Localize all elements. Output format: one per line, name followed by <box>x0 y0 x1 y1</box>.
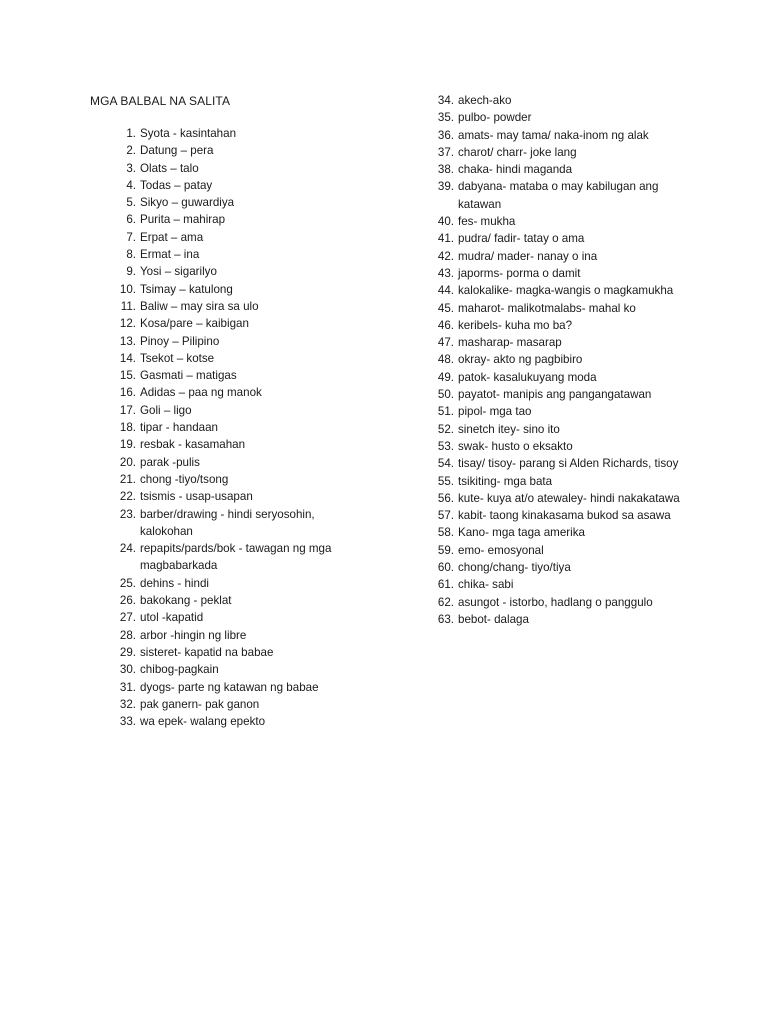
item-number: 23. <box>119 507 136 521</box>
list-item <box>418 127 688 144</box>
list-item <box>418 92 688 109</box>
list-item <box>100 679 370 696</box>
list-item <box>418 317 688 334</box>
item-number: 40. <box>437 215 454 229</box>
item-text: parak -pulis <box>140 455 200 469</box>
item-number: 5. <box>126 196 136 210</box>
slang-list-left <box>100 125 370 730</box>
list-item <box>418 594 688 611</box>
item-text: utol -kapatid <box>140 611 204 625</box>
item-number: 28. <box>119 628 136 642</box>
item-number: 38. <box>437 163 454 177</box>
item-text: Sikyo – guwardiya <box>140 196 235 210</box>
item-text: pipol- mga tao <box>458 405 532 419</box>
item-number: 35. <box>437 111 454 125</box>
item-text: swak- husto o eksakto <box>458 439 573 453</box>
item-text: pulbo- powder <box>458 111 532 125</box>
list-item <box>418 213 688 230</box>
item-number: 34. <box>437 94 454 107</box>
list-item <box>100 229 370 246</box>
item-number: 61. <box>437 578 454 592</box>
item-text: tipar - handaan <box>140 421 218 435</box>
item-number: 46. <box>437 318 454 332</box>
list-item <box>418 282 688 299</box>
list-item <box>100 540 370 575</box>
item-text: Pinoy – Pilipino <box>140 334 220 348</box>
list-item <box>418 109 688 126</box>
item-text: arbor -hingin ng libre <box>140 628 247 642</box>
list-item <box>418 490 688 507</box>
list-item <box>100 454 370 471</box>
item-number: 41. <box>437 232 454 246</box>
item-number: 22. <box>119 490 136 504</box>
item-text: chibog-pagkain <box>140 663 219 677</box>
item-text: patok- kasalukuyang moda <box>458 370 597 384</box>
list-item <box>418 334 688 351</box>
item-text: fes- mukha <box>458 215 516 229</box>
item-text: Yosi – sigarilyo <box>140 265 217 279</box>
item-text: payatot- manipis ang pangangatawan <box>458 388 652 402</box>
list-item <box>100 609 370 626</box>
list-item <box>100 627 370 644</box>
item-text: dyogs- parte ng katawan ng babae <box>140 680 319 694</box>
item-number: 8. <box>126 248 136 262</box>
item-text: pudra/ fadir- tatay o ama <box>458 232 585 246</box>
list-item <box>418 455 688 472</box>
item-number: 15. <box>119 369 136 383</box>
item-number: 53. <box>437 439 454 453</box>
item-text: Syota - kasintahan <box>140 127 237 140</box>
item-text: Kano- mga taga amerika <box>458 526 585 540</box>
item-text: Erpat – ama <box>140 230 204 244</box>
item-text: dabyana- mataba o may kabilugan ang katawan <box>458 180 662 211</box>
item-number: 18. <box>119 421 136 435</box>
item-text: dehins - hindi <box>140 576 209 590</box>
item-number: 48. <box>437 353 454 367</box>
list-item <box>100 488 370 505</box>
item-text: kalokalike- magka-wangis o magkamukha <box>458 284 674 298</box>
item-number: 49. <box>437 370 454 384</box>
item-number: 42. <box>437 249 454 263</box>
list-item <box>418 300 688 317</box>
list-item <box>418 611 688 628</box>
item-text: wa epek- walang epekto <box>140 715 266 729</box>
item-number: 20. <box>119 455 136 469</box>
item-number: 63. <box>437 612 454 626</box>
item-text: resbak - kasamahan <box>140 438 246 452</box>
item-text: chong -tiyo/tsong <box>140 472 229 486</box>
item-number: 19. <box>119 438 136 452</box>
list-item <box>418 524 688 541</box>
list-item <box>100 298 370 315</box>
list-item <box>100 592 370 609</box>
list-item <box>100 160 370 177</box>
item-number: 44. <box>437 284 454 298</box>
item-number: 58. <box>437 526 454 540</box>
list-item <box>100 194 370 211</box>
slang-list-right <box>418 92 688 628</box>
item-number: 50. <box>437 388 454 402</box>
item-text: sinetch itey- sino ito <box>458 422 560 436</box>
item-number: 39. <box>437 180 454 194</box>
item-text: Gasmati – matigas <box>140 369 237 383</box>
item-number: 2. <box>126 144 136 158</box>
item-text: maharot- malikotmalabs- mahal ko <box>458 301 636 315</box>
list-item <box>100 142 370 159</box>
item-number: 47. <box>437 336 454 350</box>
item-number: 43. <box>437 266 454 280</box>
item-number: 29. <box>119 645 136 659</box>
item-text: tsikiting- mga bata <box>458 474 553 488</box>
list-item <box>100 246 370 263</box>
item-text: tisay/ tisoy- parang si Alden Richards, tisoy <box>458 457 679 471</box>
item-number: 37. <box>437 145 454 159</box>
item-number: 55. <box>437 474 454 488</box>
list-item <box>100 696 370 713</box>
item-text: bakokang - peklat <box>140 594 232 608</box>
item-number: 62. <box>437 595 454 609</box>
item-text: Datung – pera <box>140 144 214 158</box>
list-item <box>418 386 688 403</box>
item-text: Kosa/pare – kaibigan <box>140 317 249 331</box>
item-number: 26. <box>119 594 136 608</box>
item-number: 30. <box>119 663 136 677</box>
list-item <box>100 419 370 436</box>
list-item <box>418 438 688 455</box>
list-item <box>418 559 688 576</box>
list-item <box>100 713 370 730</box>
item-text: tsismis - usap-usapan <box>140 490 253 504</box>
item-text: Baliw – may sira sa ulo <box>140 299 259 313</box>
item-number: 16. <box>119 386 136 400</box>
list-item <box>418 161 688 178</box>
item-text: amats- may tama/ naka-inom ng alak <box>458 128 649 142</box>
item-text: kabit- taong kinakasama bukod sa asawa <box>458 509 671 523</box>
item-number: 10. <box>119 282 136 296</box>
item-text: bebot- dalaga <box>458 612 529 626</box>
item-number: 31. <box>119 680 136 694</box>
list-item <box>418 369 688 386</box>
list-item <box>418 265 688 282</box>
item-number: 27. <box>119 611 136 625</box>
item-text: mudra/ mader- nanay o ina <box>458 249 598 263</box>
item-text: Tsimay – katulong <box>140 282 233 296</box>
item-number: 33. <box>119 715 136 729</box>
list-item <box>100 436 370 453</box>
list-item <box>100 661 370 678</box>
item-text: Goli – ligo <box>140 403 192 417</box>
list-item <box>418 542 688 559</box>
item-text: masharap- masarap <box>458 336 562 350</box>
list-item <box>100 575 370 592</box>
item-text: akech-ako <box>458 94 512 107</box>
list-item <box>100 644 370 661</box>
item-number: 57. <box>437 509 454 523</box>
item-number: 51. <box>437 405 454 419</box>
item-text: Todas – patay <box>140 178 213 192</box>
list-item <box>100 263 370 280</box>
item-text: repapits/pards/bok - tawagan ng mga magbabarkada <box>140 542 335 573</box>
item-text: Tsekot – kotse <box>140 351 215 365</box>
item-text: sisteret- kapatid na babae <box>140 645 274 659</box>
item-text: Ermat – ina <box>140 248 200 262</box>
list-item <box>100 367 370 384</box>
list-item <box>100 211 370 228</box>
list-item <box>100 350 370 367</box>
item-number: 25. <box>119 576 136 590</box>
item-text: barber/drawing - hindi seryosohin, kalokohan <box>140 507 318 538</box>
item-text: chaka- hindi maganda <box>458 163 573 177</box>
item-number: 17. <box>119 403 136 417</box>
item-number: 56. <box>437 491 454 505</box>
list-item <box>418 576 688 593</box>
list-item <box>100 333 370 350</box>
list-item <box>100 177 370 194</box>
item-number: 12. <box>119 317 136 331</box>
item-text: Olats – talo <box>140 161 199 175</box>
item-text: emo- emosyonal <box>458 543 544 557</box>
item-number: 6. <box>126 213 136 227</box>
item-number: 36. <box>437 128 454 142</box>
list-item <box>418 403 688 420</box>
list-item <box>100 506 370 541</box>
item-number: 54. <box>437 457 454 471</box>
list-item <box>100 402 370 419</box>
item-number: 52. <box>437 422 454 436</box>
item-text: keribels- kuha mo ba? <box>458 318 573 332</box>
list-item <box>418 421 688 438</box>
list-item <box>418 507 688 524</box>
list-item <box>418 178 688 213</box>
item-number: 32. <box>119 697 136 711</box>
item-text: chong/chang- tiyo/tiya <box>458 561 571 575</box>
list-item <box>100 281 370 298</box>
list-item <box>100 384 370 401</box>
item-number: 13. <box>119 334 136 348</box>
item-text: okray- akto ng pagbibiro <box>458 353 583 367</box>
item-number: 7. <box>126 230 136 244</box>
item-number: 3. <box>126 161 136 175</box>
list-item <box>100 125 370 142</box>
item-text: japorms- porma o damit <box>458 266 581 280</box>
item-number: 24. <box>119 542 136 556</box>
item-text: chika- sabi <box>458 578 514 592</box>
list-item <box>100 471 370 488</box>
list-item <box>418 351 688 368</box>
item-number: 59. <box>437 543 454 557</box>
item-text: pak ganern- pak ganon <box>140 697 260 711</box>
item-number: 45. <box>437 301 454 315</box>
item-text: asungot - istorbo, hadlang o panggulo <box>458 595 653 609</box>
item-number: 60. <box>437 561 454 575</box>
list-item <box>100 315 370 332</box>
item-number: 9. <box>126 265 136 279</box>
list-item <box>418 473 688 490</box>
item-text: Adidas – paa ng manok <box>140 386 262 400</box>
list-item <box>418 144 688 161</box>
item-text: kute- kuya at/o atewaley- hindi nakakatawa <box>458 491 680 505</box>
item-text: charot/ charr- joke lang <box>458 145 577 159</box>
item-number: 11. <box>120 299 136 313</box>
item-number: 21. <box>119 472 136 486</box>
list-item <box>418 248 688 265</box>
document-title: MGA BALBAL NA SALITA <box>90 94 231 108</box>
item-number: 4. <box>126 178 136 192</box>
item-number: 14. <box>119 351 136 365</box>
item-text: Purita – mahirap <box>140 213 226 227</box>
list-item <box>418 230 688 247</box>
item-number: 1. <box>126 127 136 140</box>
